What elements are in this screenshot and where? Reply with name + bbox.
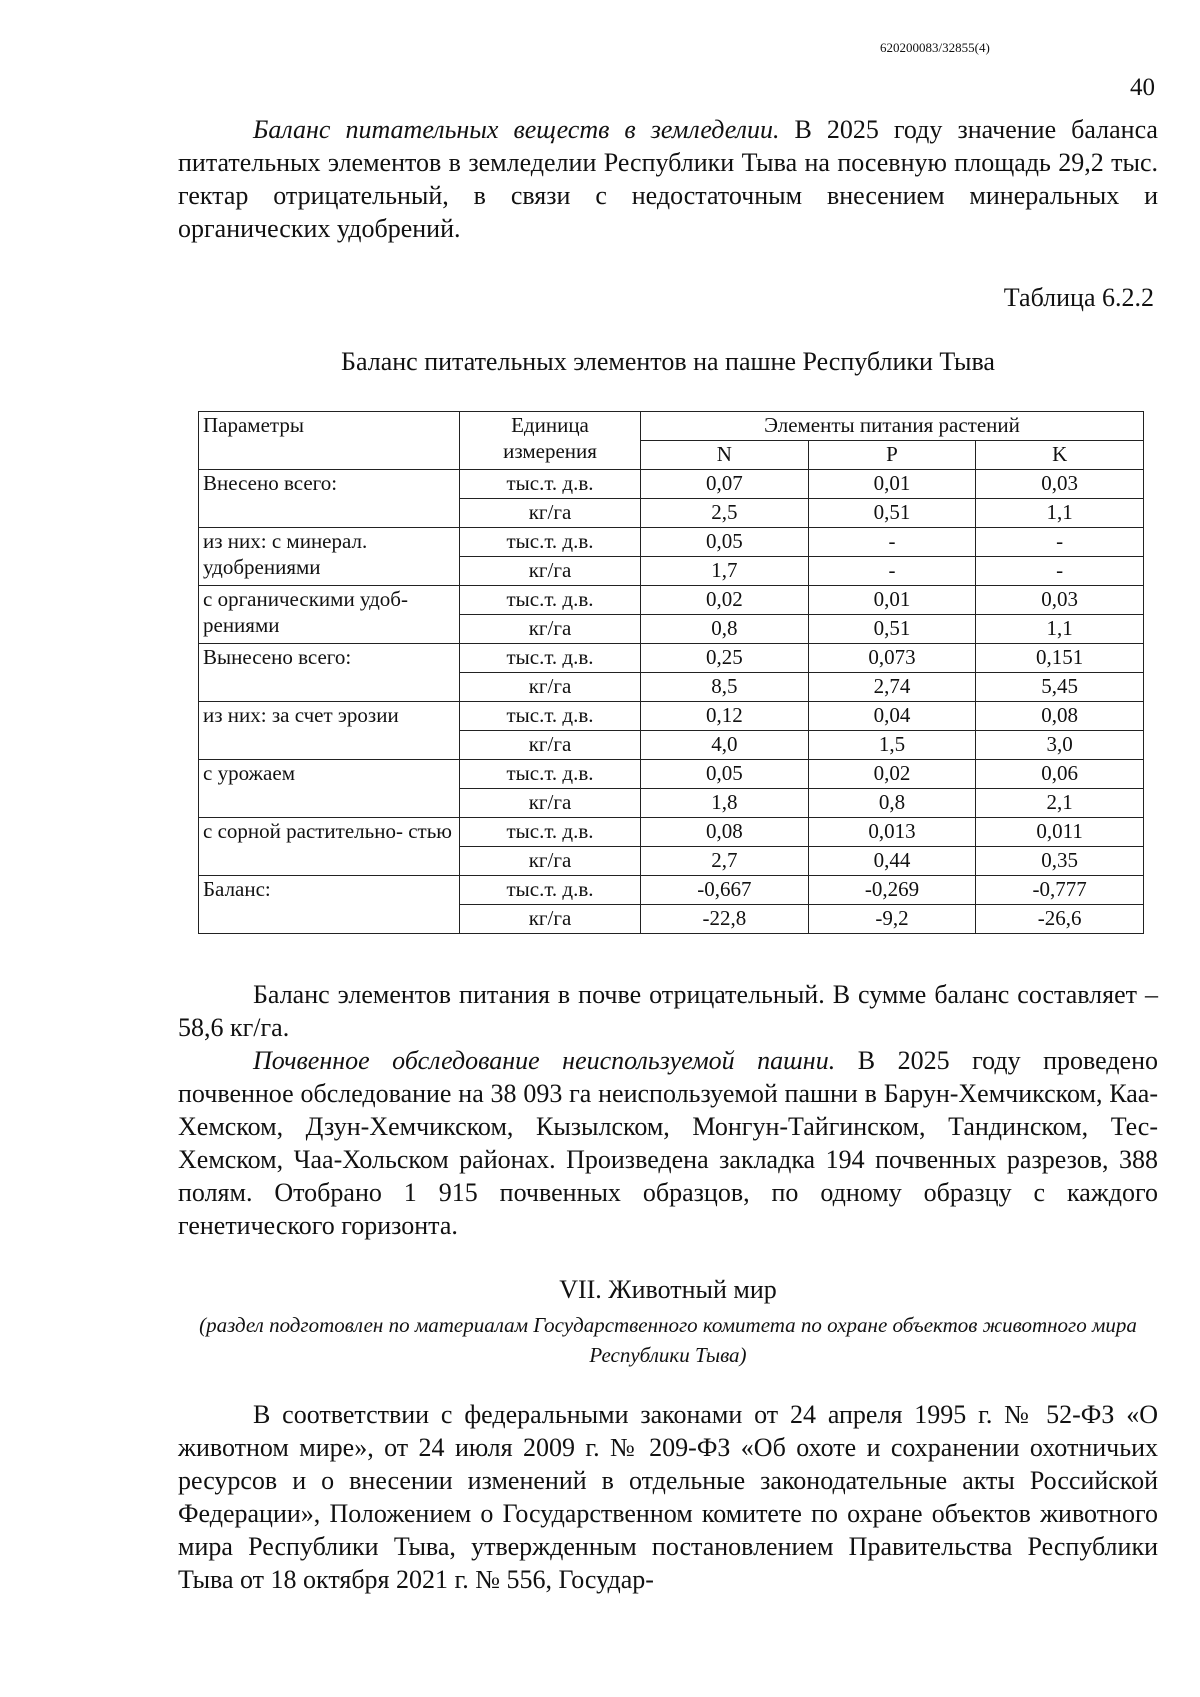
unit-cell: тыс.т. д.в. — [460, 702, 641, 731]
unit-cell: кг/га — [460, 673, 641, 702]
table-label: Таблица 6.2.2 — [1003, 283, 1154, 312]
k-cell: -0,777 — [976, 876, 1144, 905]
p-cell: 0,51 — [808, 499, 976, 528]
unit-cell: тыс.т. д.в. — [460, 470, 641, 499]
unit-cell: кг/га — [460, 847, 641, 876]
n-cell: 2,7 — [641, 847, 809, 876]
header-group: Элементы питания растений — [641, 412, 1144, 441]
header-p: P — [808, 441, 976, 470]
n-cell: 4,0 — [641, 731, 809, 760]
k-cell: 5,45 — [976, 673, 1144, 702]
p-cell: 0,01 — [808, 470, 976, 499]
n-cell: 0,12 — [641, 702, 809, 731]
n-cell: 1,8 — [641, 789, 809, 818]
p-cell: -0,269 — [808, 876, 976, 905]
k-cell: 0,011 — [976, 818, 1144, 847]
n-cell: -0,667 — [641, 876, 809, 905]
n-cell: 0,25 — [641, 644, 809, 673]
param-cell: Внесено всего: — [199, 470, 460, 528]
unit-cell: кг/га — [460, 789, 641, 818]
p-cell: 1,5 — [808, 731, 976, 760]
table-row — [199, 702, 1144, 731]
k-cell: 2,1 — [976, 789, 1144, 818]
k-cell: - — [976, 528, 1144, 557]
p-cell: - — [808, 528, 976, 557]
n-cell: 0,08 — [641, 818, 809, 847]
unit-cell: тыс.т. д.в. — [460, 528, 641, 557]
unit-cell: тыс.т. д.в. — [460, 586, 641, 615]
p-cell: 0,073 — [808, 644, 976, 673]
table-row — [199, 528, 1144, 557]
p-cell: 0,01 — [808, 586, 976, 615]
section-note: (раздел подготовлен по материалам Государственного комитета по охране объектов животного мира Республики Тыва) — [199, 1313, 1137, 1367]
param-cell: с органическими удоб- рениями — [199, 586, 460, 644]
param-cell: из них: с минерал. удобрениями — [199, 528, 460, 586]
unit-cell: кг/га — [460, 731, 641, 760]
k-cell: -26,6 — [976, 905, 1144, 934]
n-cell: 8,5 — [641, 673, 809, 702]
paragraph-text: В 2025 году значение баланса питательных элементов в земледелии Республики Тыва на посевную площадь 29,2 тыс. гектар отрицательный, в связи с недостаточным внесением минеральных и органических удобрений. — [178, 115, 1158, 243]
p-cell: 0,51 — [808, 615, 976, 644]
table-row — [199, 760, 1144, 789]
unit-cell: тыс.т. д.в. — [460, 876, 641, 905]
n-cell: -22,8 — [641, 905, 809, 934]
p-cell: - — [808, 557, 976, 586]
document-id: 620200083/32855(4) — [880, 40, 990, 55]
header-n: N — [641, 441, 809, 470]
table-row — [199, 818, 1144, 847]
param-cell: с сорной растительно- стью — [199, 818, 460, 876]
unit-cell: кг/га — [460, 615, 641, 644]
paragraph-lead: Почвенное обследование неиспользуемой пашни. — [253, 1046, 836, 1075]
unit-cell: тыс.т. д.в. — [460, 644, 641, 673]
n-cell: 0,8 — [641, 615, 809, 644]
balance-summary-paragraph: Баланс элементов питания в почве отрицательный. В сумме баланс составляет – 58,6 кг/га. — [178, 980, 1158, 1042]
nutrient-balance-table — [198, 411, 1144, 934]
k-cell: 0,03 — [976, 586, 1144, 615]
unit-cell: кг/га — [460, 557, 641, 586]
paragraph-text: В 2025 году проведено почвенное обследование на 38 093 га неиспользуемой пашни в Барун-Хемчикском, Каа-Хемском, Дзун-Хемчикском, Кызылском, Монгун-Тайгинском, Тандинском, Тес-Хемском, Чаа-Хольском районах. Произведена закладка 194 почвенных разрезов, 388 полям. Отобрано 1 915 почвенных образцов, по одному образцу с каждого генетического горизонта. — [178, 1046, 1158, 1240]
paragraph-lead: Баланс питательных веществ в земледелии. — [253, 115, 780, 144]
unit-cell: тыс.т. д.в. — [460, 760, 641, 789]
header-k: K — [976, 441, 1144, 470]
legal-basis-paragraph: В соответствии с федеральными законами от 24 апреля 1995 г. № 52-ФЗ «О животном мире», от 24 июля 2009 г. № 209-ФЗ «Об охоте и сохранении охотничьих ресурсов и о внесении изменений в отдельные законодательные акты Российской Федерации», Положением о Государственном комитете по охране объектов животного мира Республики Тыва, утвержденным постановлением Правительства Республики Тыва от 18 октября 2021 г. № 556, Государ- — [178, 1400, 1158, 1594]
param-cell: с урожаем — [199, 760, 460, 818]
p-cell: 0,8 — [808, 789, 976, 818]
k-cell: 3,0 — [976, 731, 1144, 760]
p-cell: 0,04 — [808, 702, 976, 731]
k-cell: 0,08 — [976, 702, 1144, 731]
header-param: Параметры — [199, 412, 460, 470]
p-cell: 0,02 — [808, 760, 976, 789]
nutrient-balance-paragraph — [178, 113, 1158, 245]
n-cell: 0,02 — [641, 586, 809, 615]
param-cell: Вынесено всего: — [199, 644, 460, 702]
n-cell: 0,07 — [641, 470, 809, 499]
soil-survey-paragraph — [178, 1044, 1158, 1242]
p-cell: 0,44 — [808, 847, 976, 876]
p-cell: -9,2 — [808, 905, 976, 934]
k-cell: 0,151 — [976, 644, 1144, 673]
table-body — [199, 470, 1144, 934]
table-title: Баланс питательных элементов на пашне Республики Тыва — [341, 347, 995, 376]
k-cell: 1,1 — [976, 499, 1144, 528]
section-title: VII. Животный мир — [559, 1275, 777, 1304]
k-cell: - — [976, 557, 1144, 586]
page-number: 40 — [1130, 74, 1155, 101]
param-cell: Баланс: — [199, 876, 460, 934]
p-cell: 2,74 — [808, 673, 976, 702]
unit-cell: кг/га — [460, 905, 641, 934]
table-row — [199, 586, 1144, 615]
k-cell: 0,06 — [976, 760, 1144, 789]
n-cell: 2,5 — [641, 499, 809, 528]
unit-cell: кг/га — [460, 499, 641, 528]
n-cell: 0,05 — [641, 528, 809, 557]
k-cell: 1,1 — [976, 615, 1144, 644]
n-cell: 1,7 — [641, 557, 809, 586]
p-cell: 0,013 — [808, 818, 976, 847]
table-row — [199, 470, 1144, 499]
table-row — [199, 644, 1144, 673]
n-cell: 0,05 — [641, 760, 809, 789]
param-cell: из них: за счет эрозии — [199, 702, 460, 760]
header-unit: Единица измерения — [460, 412, 641, 470]
table-row — [199, 876, 1144, 905]
k-cell: 0,35 — [976, 847, 1144, 876]
unit-cell: тыс.т. д.в. — [460, 818, 641, 847]
k-cell: 0,03 — [976, 470, 1144, 499]
